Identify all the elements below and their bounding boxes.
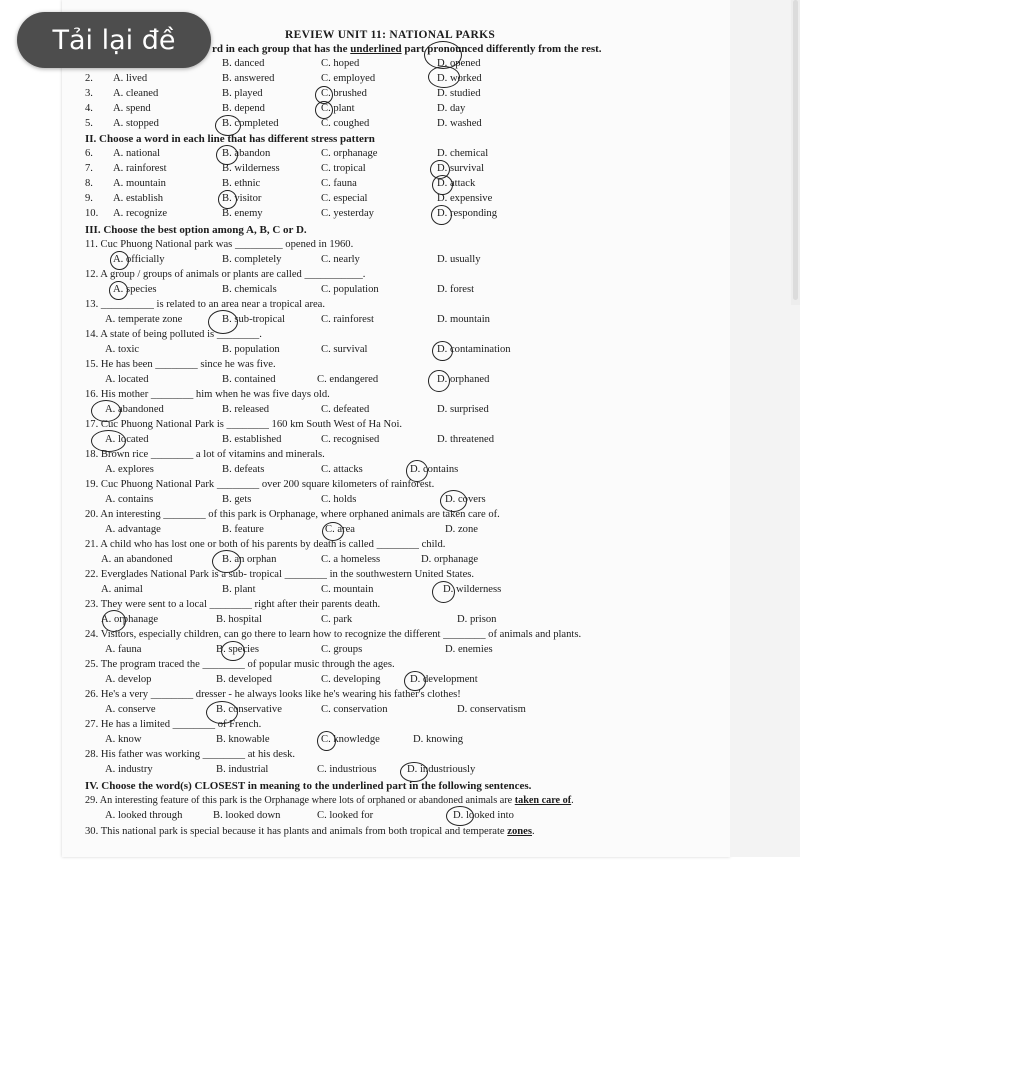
option-a: A. cleaned bbox=[113, 88, 159, 99]
question-stem-26: 26. He's a very ________ dresser - he always looks like he's wearing his father's clothes! bbox=[85, 689, 461, 700]
option-c: C. brushed bbox=[321, 88, 367, 99]
option-b: B. developed bbox=[216, 674, 272, 685]
option-d: D. zone bbox=[445, 524, 478, 535]
question-row-2 bbox=[85, 73, 725, 88]
question-options-13 bbox=[85, 314, 725, 329]
option-d: D. contains bbox=[410, 464, 459, 475]
option-c: C. endangered bbox=[317, 374, 379, 385]
question-stem-19: 19. Cuc Phuong National Park ________ over 200 square kilometers of rainforest. bbox=[85, 479, 435, 490]
question-stem-24: 24. Visitors, especially children, can go there to learn how to recognize the different ________ of animals and plants. bbox=[85, 629, 582, 640]
option-c: C. conservation bbox=[321, 704, 388, 715]
section-4-heading: IV. Choose the word(s) CLOSEST in meaning to the underlined part in the following sentences. bbox=[85, 780, 532, 792]
question-options-22 bbox=[85, 584, 725, 599]
option-d: D. conservatism bbox=[457, 704, 526, 715]
option-d: D. looked into bbox=[453, 810, 514, 821]
option-d: D. chemical bbox=[437, 148, 489, 159]
option-b: B. feature bbox=[222, 524, 264, 535]
option-b: B. danced bbox=[222, 58, 265, 69]
question-row-10 bbox=[85, 208, 725, 223]
question-row-3 bbox=[85, 88, 725, 103]
section-1-heading-part-a: rd in bbox=[212, 43, 235, 55]
option-d: D. industriously bbox=[407, 764, 476, 775]
option-d: D. surprised bbox=[437, 404, 489, 415]
option-d: D. development bbox=[410, 674, 478, 685]
option-c: C. defeated bbox=[321, 404, 370, 415]
option-b: B. population bbox=[222, 344, 280, 355]
question-stem-12: 12. A group / groups of animals or plants are called ___________. bbox=[85, 269, 366, 280]
question-row-7 bbox=[85, 163, 725, 178]
option-b: B. abandon bbox=[222, 148, 271, 159]
question-30-underlined: zones bbox=[507, 826, 532, 837]
question-row-4 bbox=[85, 103, 725, 118]
scrollbar-thumb[interactable] bbox=[793, 0, 798, 300]
question-stem-27: 27. He has a limited ________ of French. bbox=[85, 719, 262, 730]
option-c: C. population bbox=[321, 284, 379, 295]
option-c: C. industrious bbox=[317, 764, 377, 775]
option-c: C. plant bbox=[321, 103, 355, 114]
question-stem-23: 23. They were sent to a local ________ right after their parents death. bbox=[85, 599, 381, 610]
question-row-9 bbox=[85, 193, 725, 208]
question-options-15 bbox=[85, 374, 725, 389]
question-stem-29 bbox=[85, 795, 574, 806]
option-d: D. contamination bbox=[437, 344, 511, 355]
option-a: A. located bbox=[105, 434, 149, 445]
question-row-6 bbox=[85, 148, 725, 163]
option-d: D. prison bbox=[457, 614, 497, 625]
question-number: 8. bbox=[85, 178, 93, 189]
option-a: A. conserve bbox=[105, 704, 156, 715]
option-b: B. answered bbox=[222, 73, 275, 84]
option-a: A. an abandoned bbox=[101, 554, 173, 565]
option-d: D. covers bbox=[445, 494, 486, 505]
option-b: B. sub-tropical bbox=[222, 314, 285, 325]
question-stem-17: 17. Cuc Phuong National Park is ________ 160 km South West of Ha Noi. bbox=[85, 419, 403, 430]
question-options-24 bbox=[85, 644, 725, 659]
question-number: 3. bbox=[85, 88, 93, 99]
question-number: 10. bbox=[85, 208, 99, 219]
option-b: B. wilderness bbox=[222, 163, 280, 174]
question-options-18 bbox=[85, 464, 725, 479]
option-d: D. expensive bbox=[437, 193, 493, 204]
option-a: A. spend bbox=[113, 103, 151, 114]
option-a: A. abandoned bbox=[105, 404, 164, 415]
question-options-27 bbox=[85, 734, 725, 749]
question-number: 6. bbox=[85, 148, 93, 159]
question-stem-14: 14. A state of being polluted is ________. bbox=[85, 329, 262, 340]
option-a: A. know bbox=[105, 734, 142, 745]
option-c: C. holds bbox=[321, 494, 357, 505]
option-a: A. industry bbox=[105, 764, 153, 775]
option-b: B. played bbox=[222, 88, 263, 99]
option-d: D. attack bbox=[437, 178, 476, 189]
option-a: A. officially bbox=[113, 254, 165, 265]
option-b: B. defeats bbox=[222, 464, 265, 475]
option-b: B. completely bbox=[222, 254, 282, 265]
question-number: 5. bbox=[85, 118, 93, 129]
option-c: C. orphanage bbox=[321, 148, 378, 159]
question-number: 4. bbox=[85, 103, 93, 114]
option-d: D. survival bbox=[437, 163, 485, 174]
option-a: A. stopped bbox=[113, 118, 159, 129]
question-row-5 bbox=[85, 118, 725, 133]
option-d: D. day bbox=[437, 103, 466, 114]
option-a: A. located bbox=[105, 374, 149, 385]
question-stem-30 bbox=[85, 826, 535, 837]
option-b: B. knowable bbox=[216, 734, 270, 745]
question-options-17 bbox=[85, 434, 725, 449]
option-b: B. visitor bbox=[222, 193, 262, 204]
option-c: C. hoped bbox=[321, 58, 360, 69]
question-stem-21: 21. A child who has lost one or both of his parents by death is called ________ child. bbox=[85, 539, 446, 550]
option-a: A. advantage bbox=[105, 524, 161, 535]
question-stem-28: 28. His father was working ________ at his desk. bbox=[85, 749, 296, 760]
reload-test-button[interactable]: Tải lại đề bbox=[17, 12, 211, 68]
option-a: A. species bbox=[113, 284, 157, 295]
question-number: 7. bbox=[85, 163, 93, 174]
option-a: A. toxic bbox=[105, 344, 140, 355]
option-a: A. develop bbox=[105, 674, 152, 685]
question-stem-18: 18. Brown rice ________ a lot of vitamins and minerals. bbox=[85, 449, 325, 460]
option-c: C. mountain bbox=[321, 584, 374, 595]
option-b: B. enemy bbox=[222, 208, 263, 219]
option-a: A. national bbox=[113, 148, 161, 159]
option-d: D. mountain bbox=[437, 314, 490, 325]
option-d: D. enemies bbox=[445, 644, 493, 655]
question-29-text: 29. An interesting feature of this park is the Orphanage where lots of orphaned or abandoned animals are bbox=[85, 795, 515, 806]
option-b: B. gets bbox=[222, 494, 252, 505]
question-stem-22: 22. Everglades National Park is a sub- tropical ________ in the southwestern United States. bbox=[85, 569, 475, 580]
option-a: A. mountain bbox=[113, 178, 166, 189]
section-1-heading-part-b: each group that has the bbox=[234, 43, 351, 55]
option-c: C. a homeless bbox=[321, 554, 381, 565]
option-b: B. an orphan bbox=[222, 554, 277, 565]
section-2-heading: II. Choose a word in each line that has different stress pattern bbox=[85, 133, 375, 145]
option-b: B. contained bbox=[222, 374, 276, 385]
question-options-12 bbox=[85, 284, 725, 299]
option-d: D. orphaned bbox=[437, 374, 490, 385]
option-d: D. knowing bbox=[413, 734, 464, 745]
option-c: C. survival bbox=[321, 344, 368, 355]
option-c: C. area bbox=[325, 524, 355, 535]
option-a: A. contains bbox=[105, 494, 154, 505]
option-c: C. recognised bbox=[321, 434, 380, 445]
option-a: A. establish bbox=[113, 193, 164, 204]
option-d: D. forest bbox=[437, 284, 475, 295]
question-30-text: 30. This national park is special because it has plants and animals from both tropical and temperate bbox=[85, 826, 508, 837]
option-c: C. developing bbox=[321, 674, 381, 685]
option-b: B. plant bbox=[222, 584, 256, 595]
option-a: A. temperate zone bbox=[105, 314, 183, 325]
question-29-end: . bbox=[571, 795, 574, 806]
question-stem-15: 15. He has been ________ since he was five. bbox=[85, 359, 276, 370]
option-c: C. tropical bbox=[321, 163, 366, 174]
option-b: B. established bbox=[222, 434, 282, 445]
question-options-25 bbox=[85, 674, 725, 689]
option-a: A. explores bbox=[105, 464, 154, 475]
option-a: A. fauna bbox=[105, 644, 142, 655]
option-c: C. groups bbox=[321, 644, 363, 655]
option-d: D. orphanage bbox=[421, 554, 479, 565]
option-d: D. threatened bbox=[437, 434, 495, 445]
question-stem-11: 11. Cuc Phuong National park was _________ opened in 1960. bbox=[85, 239, 354, 250]
option-b: B. hospital bbox=[216, 614, 262, 625]
question-options-19 bbox=[85, 494, 725, 509]
option-c: C. yesterday bbox=[321, 208, 374, 219]
option-c: C. especial bbox=[321, 193, 368, 204]
option-a: A. looked through bbox=[105, 810, 183, 821]
section-1-heading-part-c: part pronounced differently from the rest. bbox=[401, 43, 602, 55]
option-b: B. looked down bbox=[213, 810, 281, 821]
option-a: A. lived bbox=[113, 73, 148, 84]
question-options-20 bbox=[85, 524, 725, 539]
question-29-underlined: taken care of bbox=[514, 795, 572, 806]
option-d: D. studied bbox=[437, 88, 481, 99]
option-a: A. animal bbox=[101, 584, 143, 595]
option-b: B. released bbox=[222, 404, 270, 415]
option-d: D. usually bbox=[437, 254, 481, 265]
option-c: C. fauna bbox=[321, 178, 357, 189]
question-number: 9. bbox=[85, 193, 93, 204]
question-options-23 bbox=[85, 614, 725, 629]
section-3-heading: III. Choose the best option among A, B, C or D. bbox=[85, 224, 307, 236]
option-b: B. species bbox=[216, 644, 259, 655]
question-options-26 bbox=[85, 704, 725, 719]
option-d: D. washed bbox=[437, 118, 482, 129]
option-b: B. industrial bbox=[216, 764, 269, 775]
question-options-29 bbox=[85, 810, 725, 825]
section-1-heading-underlined: underlined bbox=[350, 43, 402, 55]
question-options-14 bbox=[85, 344, 725, 359]
option-d: D. opened bbox=[437, 58, 481, 69]
worksheet-title: REVIEW UNIT 11: NATIONAL PARKS bbox=[285, 29, 496, 41]
question-options-11 bbox=[85, 254, 725, 269]
question-stem-16: 16. His mother ________ him when he was five days old. bbox=[85, 389, 330, 400]
section-1-heading bbox=[212, 43, 602, 55]
question-30-end: . bbox=[531, 826, 535, 837]
question-stem-13: 13. __________ is related to an area near a tropical area. bbox=[85, 299, 326, 310]
option-c: C. knowledge bbox=[321, 734, 380, 745]
option-b: B. conservative bbox=[216, 704, 282, 715]
option-b: B. completed bbox=[222, 118, 279, 129]
option-d: D. wilderness bbox=[443, 584, 502, 595]
option-a: A. orphanage bbox=[101, 614, 159, 625]
option-c: C. rainforest bbox=[321, 314, 374, 325]
option-b: B. ethnic bbox=[222, 178, 261, 189]
question-stem-25: 25. The program traced the ________ of popular music through the ages. bbox=[85, 659, 395, 670]
option-c: C. coughed bbox=[321, 118, 370, 129]
question-options-21 bbox=[85, 554, 725, 569]
question-row-8 bbox=[85, 178, 725, 193]
question-stem-20: 20. An interesting ________ of this park is Orphanage, where orphaned animals are taken care of. bbox=[85, 509, 500, 520]
option-c: C. employed bbox=[321, 73, 376, 84]
option-c: C. nearly bbox=[321, 254, 360, 265]
question-options-28 bbox=[85, 764, 725, 779]
option-d: D. responding bbox=[437, 208, 498, 219]
question-options-16 bbox=[85, 404, 725, 419]
option-c: C. looked for bbox=[317, 810, 374, 821]
option-b: B. depend bbox=[222, 103, 265, 114]
option-d: D. worked bbox=[437, 73, 482, 84]
option-b: B. chemicals bbox=[222, 284, 277, 295]
option-a: A. recognize bbox=[113, 208, 168, 219]
option-c: C. attacks bbox=[321, 464, 363, 475]
option-a: A. rainforest bbox=[113, 163, 167, 174]
side-panel bbox=[730, 0, 800, 857]
question-number: 2. bbox=[85, 73, 93, 84]
option-c: C. park bbox=[321, 614, 353, 625]
